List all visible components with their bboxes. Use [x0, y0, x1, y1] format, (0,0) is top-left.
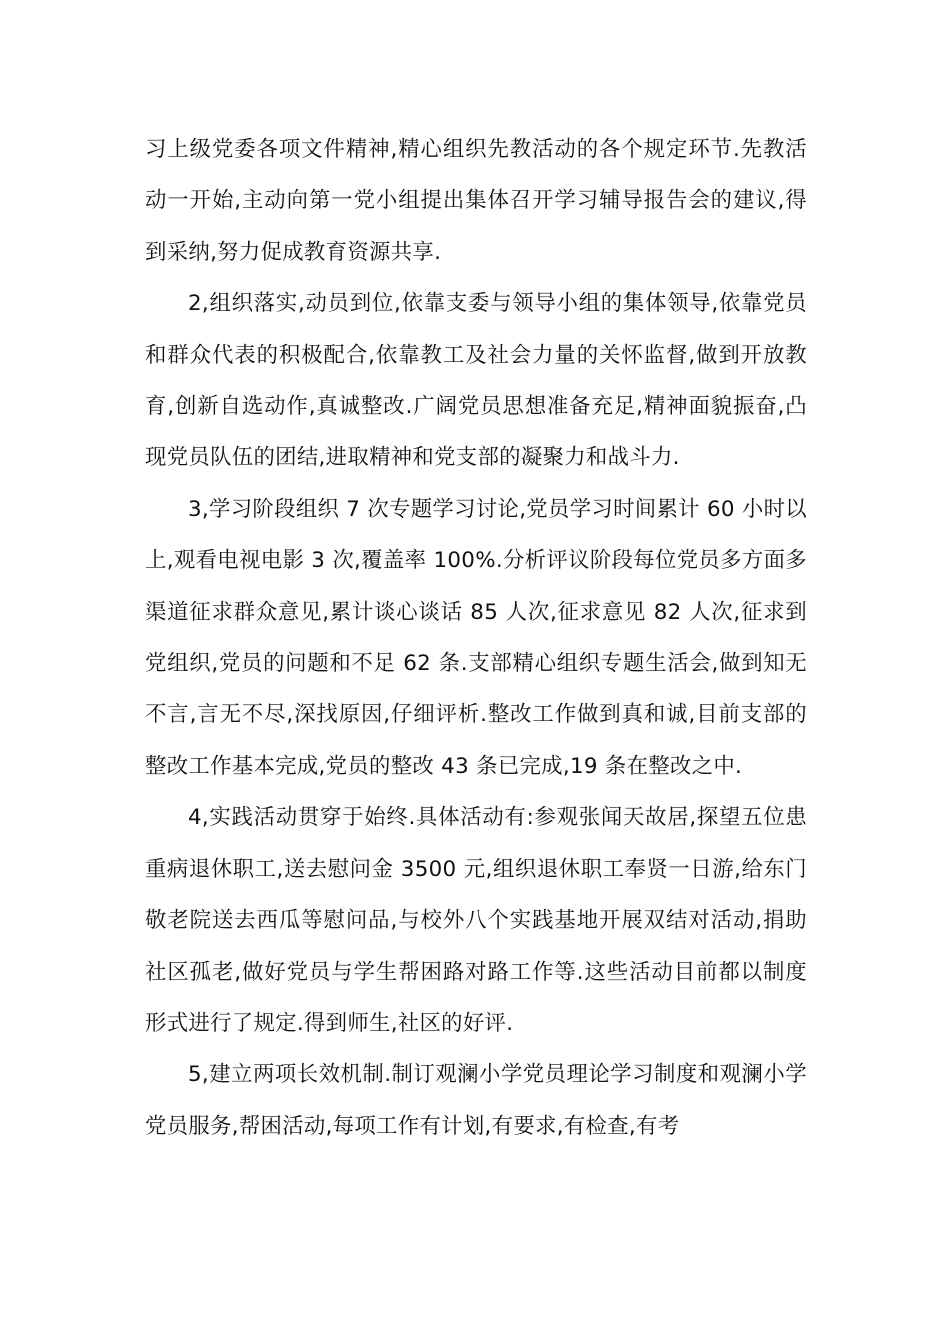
paragraph-item-3: 3,学习阶段组织 7 次专题学习讨论,党员学习时间累计 60 小时以上,观看电视电影 3 次,覆盖率 100%.分析评议阶段每位党员多方面多渠道征求群众意见,累计谈心谈话 85 人次,征求意见 82 人次,征求到党组织,党员的问题和不足 62 条.支部精心组织专题生活会,做到知无不言,言无不尽,深找原因,仔细评析.整改工作做到真和诚,目前支部的整改工作基本完成,党员的整改 43 条已完成,19 条在整改之中. — [145, 496, 807, 779]
document-body — [145, 124, 807, 1152]
paragraph-continuation: 习上级党委各项文件精神,精心组织先教活动的各个规定环节.先教活动一开始,主动向第一党小组提出集体召开学习辅导报告会的建议,得到采纳,努力促成教育资源共享. — [145, 137, 807, 265]
paragraph-item-2: 2,组织落实,动员到位,依靠支委与领导小组的集体领导,依靠党员和群众代表的积极配合,依靠教工及社会力量的关怀监督,做到开放教育,创新自选动作,真诚整改.广阔党员思想准备充足,精神面貌振奋,凸现党员队伍的团结,进取精神和党支部的凝聚力和战斗力. — [145, 291, 807, 471]
paragraph-item-4: 4,实践活动贯穿于始终.具体活动有:参观张闻天故居,探望五位患重病退休职工,送去慰问金 3500 元,组织退休职工奉贤一日游,给东门敬老院送去西瓜等慰问品,与校外八个实践基地开展双结对活动,捐助社区孤老,做好党员与学生帮困路对路工作等.这些活动目前都以制度形式进行了规定.得到师生,社区的好评. — [145, 805, 807, 1036]
paragraph-item-5: 5,建立两项长效机制.制订观澜小学党员理论学习制度和观澜小学党员服务,帮困活动,每项工作有计划,有要求,有检查,有考 — [145, 1062, 807, 1139]
